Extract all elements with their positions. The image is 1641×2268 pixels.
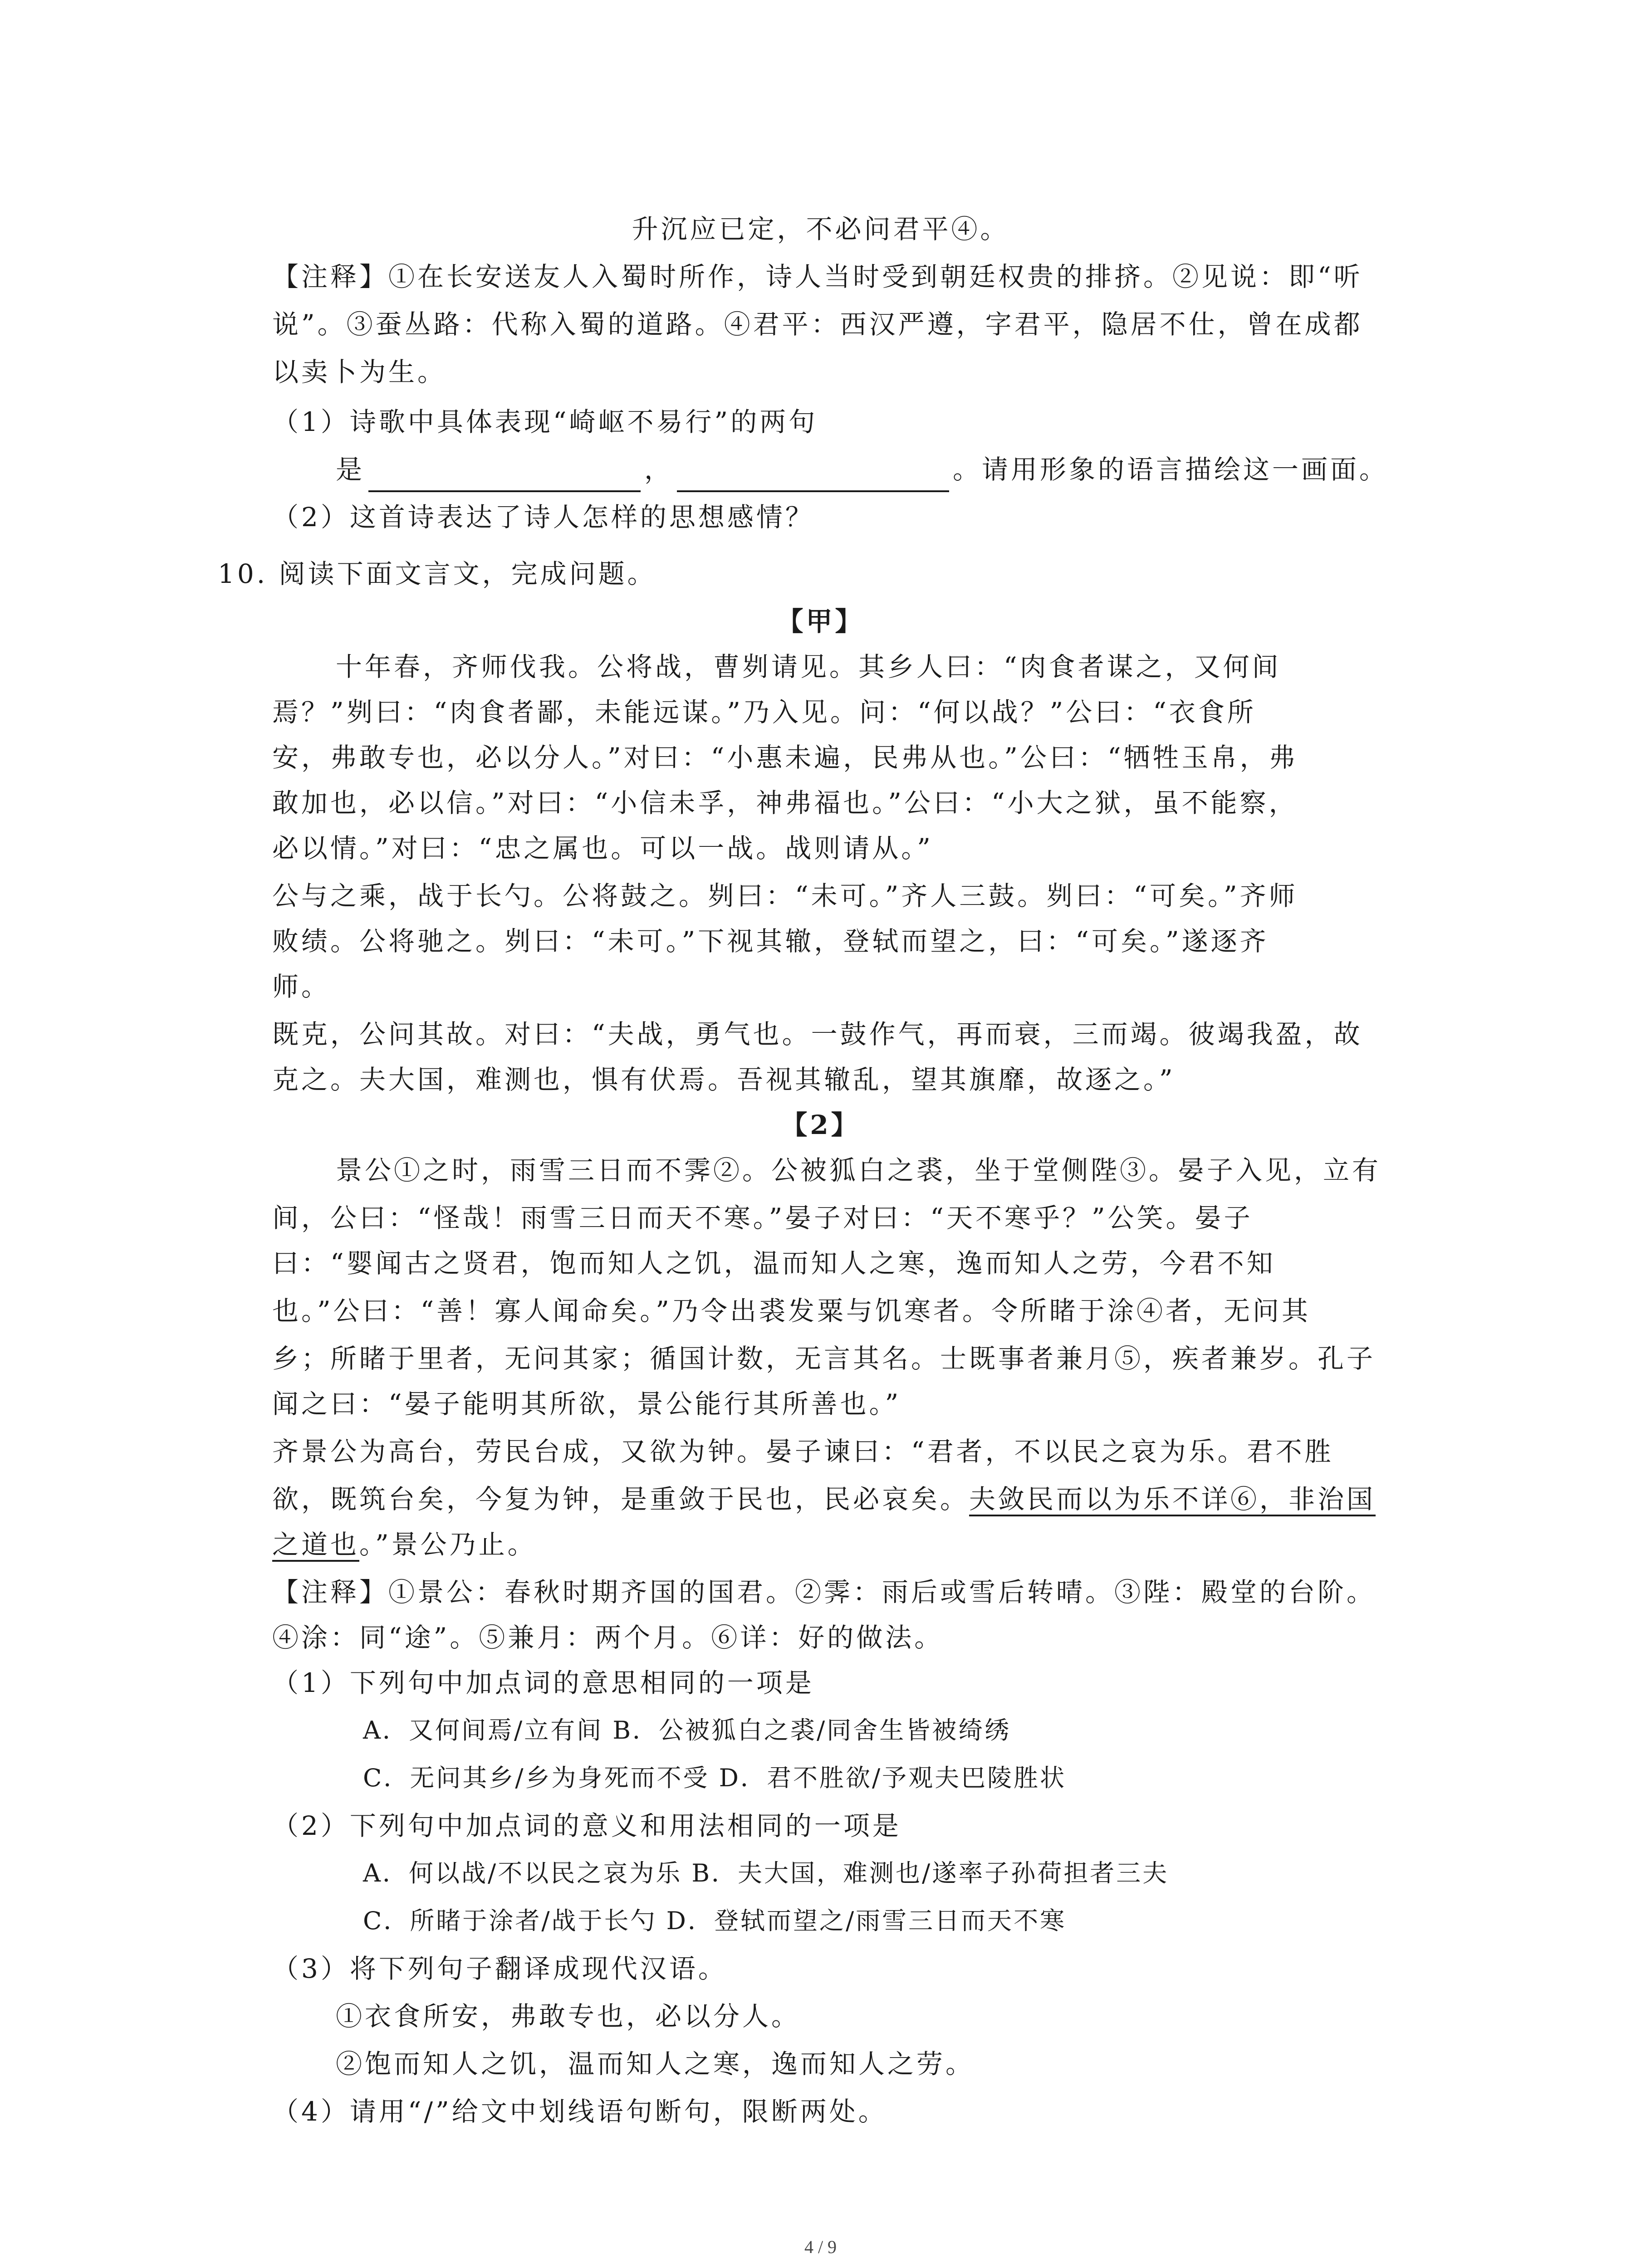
passage-a-line: 敢加也，必以信。”对曰：“小信未孚，神弗福也。”公曰：“小大之狱，虽不能察， xyxy=(272,787,1298,818)
q9-1-comma: ， xyxy=(644,454,674,485)
note2-line-2: ④涂：同“途”。⑤兼月：两个月。⑥详：好的做法。 xyxy=(272,1622,944,1653)
passage-a-line: 师。 xyxy=(272,971,331,1002)
passage-b-line: 景公①之时，雨雪三日而不霁②。公被狐白之裘，坐于堂侧陛③。晏子入见，立有 xyxy=(336,1155,1381,1186)
passage-b-line xyxy=(272,1476,1376,1522)
q9-1-prompt: （1）诗歌中具体表现“崎岖不易行”的两句 xyxy=(272,406,818,437)
passage-a-line: 败绩。公将驰之。刿曰：“未可。”下视其辙，登轼而望之，曰：“可矣。”遂逐齐 xyxy=(272,926,1269,957)
q10-1-prompt: （1）下列句中加点词的意思相同的一项是 xyxy=(272,1667,814,1698)
page-number: 4 / 9 xyxy=(804,2237,837,2257)
passage-b-line xyxy=(272,1522,537,1567)
underlined-sentence-part-1: 夫敛民而以为乐不详⑥，非治国 xyxy=(969,1484,1376,1515)
q10-2-prompt: （2）下列句中加点词的意义和用法相同的一项是 xyxy=(272,1810,901,1841)
passage-b-end: 。”景公乃止。 xyxy=(359,1529,537,1560)
passage-b-text: 欲，既筑台矣，今复为钟，是重敛于民也，民必哀矣。 xyxy=(272,1484,970,1515)
note-line-1: 【注释】①在长安送友人入蜀时所作，诗人当时受到朝廷权贵的排挤。②见说：即“听 xyxy=(272,261,1363,292)
note-line-2: 说”。③蚕丛路：代称入蜀的道路。④君平：西汉严遵，字君平，隐居不仕，曾在成都 xyxy=(272,309,1363,340)
q9-2-prompt: （2）这首诗表达了诗人怎样的思想感情？ xyxy=(272,502,814,533)
passage-b-line: 曰：“婴闻古之贤君，饱而知人之饥，温而知人之寒，逸而知人之劳，今君不知 xyxy=(272,1248,1276,1279)
q10-title: 10. 阅读下面文言文，完成问题。 xyxy=(218,558,656,589)
q10-3-prompt: （3）将下列句子翻译成现代汉语。 xyxy=(272,1953,727,1984)
passage-b-line: 闻之曰：“晏子能明其所欲，景公能行其所善也。” xyxy=(272,1388,901,1419)
q9-1-fill-line xyxy=(336,447,1388,492)
q10-1-options-cd: C．无问其乡/乡为身死而不受 D．君不胜欲/予观夫巴陵胜状 xyxy=(363,1764,1067,1792)
passage-a-line: 克之。夫大国，难测也，惧有伏焉。吾视其辙乱，望其旗靡，故逐之。” xyxy=(272,1064,1176,1095)
poem-last-line: 升沉应已定，不必问君平④。 xyxy=(632,214,1009,244)
q9-1-suffix: 。请用形象的语言描绘这一画面。 xyxy=(953,454,1389,485)
q9-1-prefix: 是 xyxy=(336,454,365,485)
passage-a-heading: 【甲】 xyxy=(777,606,864,637)
passage-a-line: 公与之乘，战于长勺。公将鼓之。刿曰：“未可。”齐人三鼓。刿曰：“可矣。”齐师 xyxy=(272,880,1298,911)
underlined-sentence-part-2: 之道也 xyxy=(272,1529,360,1560)
q10-2-options-ab: A．何以战/不以民之哀为乐 B．夫大国，难测也/遂率子孙荷担者三夫 xyxy=(363,1859,1169,1887)
q10-3-item-1: ①衣食所安，弗敢专也，必以分人。 xyxy=(336,2001,801,2032)
passage-b-line: 间，公曰：“怪哉！雨雪三日而天不寒。”晏子对曰：“天不寒乎？”公笑。晏子 xyxy=(272,1202,1253,1233)
passage-b-line: 齐景公为高台，劳民台成，又欲为钟。晏子谏曰：“君者，不以民之哀为乐。君不胜 xyxy=(272,1436,1334,1467)
q10-2-options-cd: C．所睹于涂者/战于长勺 D．登轼而望之/雨雪三日而天不寒 xyxy=(363,1906,1067,1935)
passage-a-line: 必以情。”对曰：“忠之属也。可以一战。战则请从。” xyxy=(272,833,933,864)
passage-a-line: 焉？”刿曰：“肉食者鄙，未能远谋。”乃入见。问：“何以战？”公曰：“衣食所 xyxy=(272,697,1256,728)
passage-a-line: 安，弗敢专也，必以分人。”对曰：“小惠未遍，民弗从也。”公曰：“牺牲玉帛，弗 xyxy=(272,742,1298,773)
answer-blank-1[interactable] xyxy=(368,462,641,492)
passage-b-line: 乡；所睹于里者，无问其家；循国计数，无言其名。士既事者兼月⑤，疾者兼岁。孔子 xyxy=(272,1343,1376,1374)
passage-a-line: 十年春，齐师伐我。公将战，曹刿请见。其乡人曰：“肉食者谋之，又何间 xyxy=(336,651,1281,682)
passage-a-line: 既克，公问其故。对曰：“夫战，勇气也。一鼓作气，再而衰，三而竭。彼竭我盈，故 xyxy=(272,1019,1363,1050)
passage-b-heading: 【2】 xyxy=(781,1110,860,1140)
q10-4-prompt: （4）请用“/”给文中划线语句断句，限断两处。 xyxy=(272,2096,887,2127)
note-line-3: 以卖卜为生。 xyxy=(272,357,447,387)
passage-b-line: 也。”公曰：“善！寡人闻命矣。”乃令出裘发粟与饥寒者。令所睹于涂④者，无问其 xyxy=(272,1295,1311,1326)
note2-line-1: 【注释】①景公：春秋时期齐国的国君。②霁：雨后或雪后转晴。③陛：殿堂的台阶。 xyxy=(272,1577,1376,1608)
answer-blank-2[interactable] xyxy=(677,462,949,492)
q10-3-item-2: ②饱而知人之饥，温而知人之寒，逸而知人之劳。 xyxy=(336,2048,975,2079)
q10-1-options-ab: A．又何间焉/立有间 B．公被狐白之裘/同舍生皆被绮绣 xyxy=(363,1716,1011,1745)
